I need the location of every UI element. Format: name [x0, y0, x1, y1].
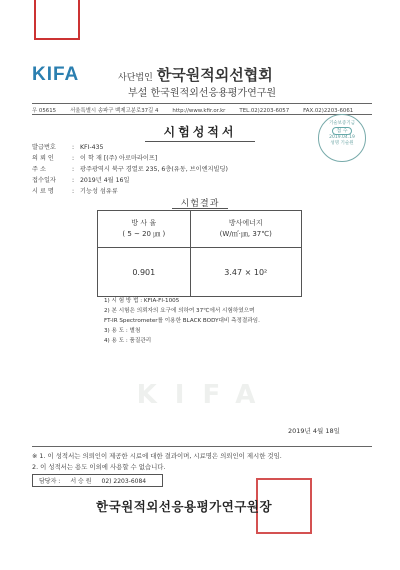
contact-name: 서 승 원	[70, 478, 92, 485]
info-key: 접수일자	[32, 177, 56, 184]
seal-badge: 접 수	[332, 127, 351, 135]
divider-bottom	[32, 114, 372, 115]
signature-line: 한국원적외선응용평가연구원장	[96, 499, 273, 514]
seal-date: 2019.04.19	[329, 135, 355, 140]
header-label: 방 사 율	[131, 219, 157, 227]
address: 서울특별시 송파구 백제고분로37길 4	[70, 108, 159, 114]
receipt-seal	[318, 114, 366, 162]
document-title: 시험성적서	[163, 125, 237, 139]
info-value: 광주광역시 북구 경열로 235, 6층(유동, 브이엔지빌딩)	[80, 166, 228, 173]
note-item: FT-IR Spectrometer를 이용한 BLACK BODY대비 측정결과임.	[104, 318, 260, 324]
org-prefix: 사단법인	[118, 73, 153, 83]
info-value: 기능성 섬유류	[80, 188, 118, 195]
address-bar	[32, 106, 372, 114]
header-emissivity	[98, 211, 191, 248]
note-item: 3) 용 도 : 별첨	[104, 328, 141, 334]
divider-top	[32, 103, 372, 104]
website: http://www.kfir.or.kr	[172, 108, 226, 114]
footnotes	[32, 451, 282, 473]
info-key: 주 소	[32, 166, 46, 173]
info-key: 발급번호	[32, 144, 56, 151]
value-energy: 3.47 × 10²	[190, 248, 301, 297]
org-name	[118, 64, 273, 85]
seal-bottom-text: 성명 기술원	[330, 141, 354, 146]
info-block	[32, 142, 228, 197]
seal-top-text: 기술보증기금	[328, 121, 356, 126]
result-underline	[172, 208, 228, 209]
issue-date: 2019년 4월 18일	[288, 427, 340, 435]
telephone: TEL.02)2203-6057	[239, 108, 290, 114]
info-key: 시 료 명	[32, 188, 54, 195]
fax: FAX.02)2203-6061	[303, 108, 354, 114]
footnote: 2. 이 성적서는 용도 이외에 사용할 수 없습니다.	[32, 463, 166, 471]
info-row: 주 소 : 광주광역시 북구 경열로 235, 6층(유동, 브이엔지빌딩)	[32, 166, 228, 173]
info-key: 의 뢰 인	[32, 155, 54, 162]
info-row: 의 뢰 인 : 이 학 재 [(주) 아로마라이프]	[32, 155, 158, 162]
info-row: 시 료 명 : 기능성 섬유류	[32, 188, 118, 195]
header-label: 방사에너지	[228, 219, 263, 227]
note-item: 2) 본 시험은 의뢰자의 요구에 의하여 37℃에서 시험하였으며	[104, 308, 255, 314]
org-title: 한국원적외선협회	[156, 66, 273, 84]
divider-footer	[32, 446, 372, 447]
kifa-logo: KIFA	[32, 64, 80, 85]
result-table	[97, 210, 302, 297]
info-value: 이 학 재 [(주) 아로마라이프]	[80, 155, 158, 162]
contact-box	[32, 474, 163, 487]
info-row: 발급번호 : KFI-435	[32, 144, 104, 151]
info-row: 접수일자 : 2019년 4월 16일	[32, 177, 130, 184]
top-red-stamp	[34, 0, 80, 40]
value-emissivity: 0.901	[98, 248, 191, 297]
info-value: KFI-435	[80, 144, 104, 151]
header-unit: (W/㎡·㎛, 37℃)	[219, 230, 272, 238]
contact-phone: 02) 2203-6084	[101, 478, 147, 485]
info-value: 2019년 4월 16일	[80, 177, 130, 184]
sub-org: 부설 한국원적외선응용평가연구원	[128, 88, 277, 99]
footnote: ※ 1. 이 성적서는 의뢰인이 제공한 시료에 대한 결과이며, 시료명은 의뢰인이 제시한 것임.	[32, 452, 282, 460]
note-item: 1) 시 험 방 법 : KFIA-FI-1005	[104, 298, 180, 304]
header-energy	[190, 211, 301, 248]
header-unit: ( 5 ~ 20 ㎛ )	[122, 230, 166, 238]
notes	[104, 296, 260, 346]
watermark: KIFA	[136, 380, 274, 410]
contact-label: 담당자 :	[39, 478, 61, 485]
note-item: 4) 용 도 : 품질관리	[104, 338, 152, 344]
result-title: 시험결과	[180, 199, 220, 209]
postal-code: 우 05615	[32, 108, 57, 114]
